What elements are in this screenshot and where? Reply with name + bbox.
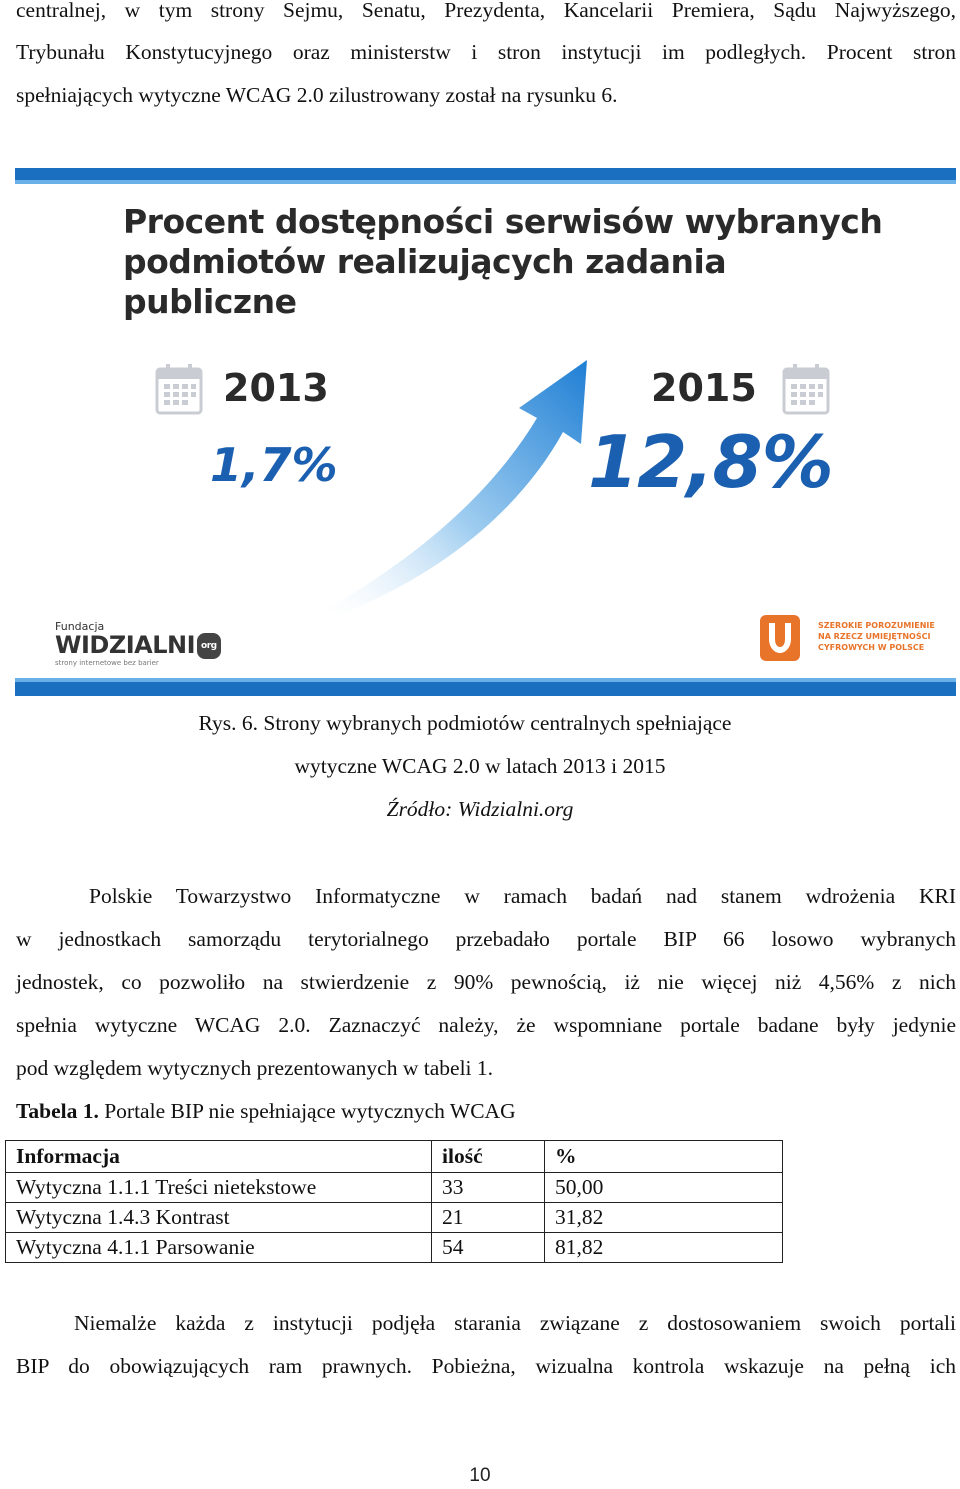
- table-header-row: [6, 1141, 783, 1173]
- table-cell: 33: [432, 1173, 545, 1203]
- paragraph-2-line-1: Niemalże każda z instytucji podjęła starania związane z dostosowaniem swoich portali: [74, 1311, 956, 1335]
- page-number: 10: [469, 1465, 491, 1486]
- porozumienie-logo-icon: [760, 615, 800, 661]
- table-cell: 81,82: [545, 1233, 783, 1263]
- logo-right-line-3: CYFROWYCH W POLSCE: [818, 643, 925, 652]
- logo-right-line-2: NA RZECZ UMIEJĘTNOŚCI: [818, 632, 931, 641]
- table-header-cell: %: [545, 1141, 783, 1173]
- table-cell: 21: [432, 1203, 545, 1233]
- table-header-cell: Informacja: [6, 1141, 432, 1173]
- paragraph-1-line-2: w jednostkach samorządu terytorialnego przebadało portale BIP 66 losowo wybranych: [16, 927, 956, 951]
- logo-tagline: strony internetowe bez barier: [55, 659, 159, 667]
- logo-widzialni-name: WIDZIALNI: [55, 631, 196, 659]
- table-cell: 31,82: [545, 1203, 783, 1233]
- table-caption: [16, 1090, 956, 1133]
- year-2015: 2015: [651, 366, 757, 410]
- percent-2013: 1,7%: [210, 438, 338, 492]
- paragraph-1-line-1: Polskie Towarzystwo Informatyczne w ramach badań nad stanem wdrożenia KRI: [89, 884, 956, 908]
- logo-foundation-label: Fundacja: [55, 620, 105, 633]
- table-row: [6, 1203, 783, 1233]
- table-header-cell: ilość: [432, 1141, 545, 1173]
- logo-org-badge: org: [197, 633, 221, 659]
- year-2013: 2013: [223, 366, 329, 410]
- calendar-icon: [782, 363, 830, 415]
- growth-arrow-icon: [315, 348, 615, 618]
- porozumienie-logo-text: [818, 620, 938, 653]
- intro-line-2: Trybunału Konstytucyjnego oraz ministerstw i stron instytucji im podległych. Procent stron: [16, 40, 956, 64]
- figure-caption-line-1: Rys. 6. Strony wybranych podmiotów centralnych spełniające: [198, 711, 732, 735]
- paragraph-2-line-2: BIP do obowiązujących ram prawnych. Pobieżna, wizualna kontrola wskazuje na pełną ich: [16, 1354, 956, 1378]
- widzialni-logo: [55, 620, 221, 667]
- table-row: [6, 1233, 783, 1263]
- table-cell: Wytyczna 4.1.1 Parsowanie: [6, 1233, 432, 1263]
- paragraph-1-line-4: spełnia wytyczne WCAG 2.0. Zaznaczyć należy, że wspomniane portale badane były jedynie: [16, 1013, 956, 1037]
- figure-caption-line-2: wytyczne WCAG 2.0 w latach 2013 i 2015: [294, 754, 666, 778]
- table-title: Portale BIP nie spełniające wytycznych WCAG: [98, 1099, 516, 1123]
- infographic-title-line-2: podmiotów realizujących zadania publiczne: [123, 242, 727, 321]
- intro-line-1: centralnej, w tym strony Sejmu, Senatu, Prezydenta, Kancelarii Premiera, Sądu Najwyższego,: [16, 0, 956, 22]
- table-cell: Wytyczna 1.1.1 Treści nietekstowe: [6, 1173, 432, 1203]
- table-label: Tabela 1.: [16, 1099, 99, 1123]
- table-row: [6, 1173, 783, 1203]
- logo-right-line-1: SZEROKIE POROZUMIENIE: [818, 621, 935, 630]
- table-cell: Wytyczna 1.4.3 Kontrast: [6, 1203, 432, 1233]
- infographic-title: [123, 202, 883, 322]
- top-accent-bar: [15, 168, 956, 180]
- infographic-title-line-1: Procent dostępności serwisów wybranych: [123, 202, 883, 241]
- paragraph-1-line-5: pod względem wytycznych prezentowanych w tabeli 1.: [16, 1056, 494, 1080]
- table-cell: 54: [432, 1233, 545, 1263]
- table-cell: 50,00: [545, 1173, 783, 1203]
- figure-source: Źródło: Widzialni.org: [386, 797, 574, 821]
- percent-2015: 12,8%: [588, 420, 833, 504]
- infographic: [15, 168, 956, 696]
- bottom-accent-bar: [15, 682, 956, 696]
- intro-line-3: spełniających wytyczne WCAG 2.0 zilustrowany został na rysunku 6.: [16, 83, 618, 107]
- top-accent-bar-light: [15, 180, 956, 184]
- data-table: [5, 1140, 783, 1263]
- calendar-icon: [155, 363, 203, 415]
- paragraph-1-line-3: jednostek, co pozwoliło na stwierdzenie z 90% pewnością, iż nie więcej niż 4,56% z nich: [16, 970, 956, 994]
